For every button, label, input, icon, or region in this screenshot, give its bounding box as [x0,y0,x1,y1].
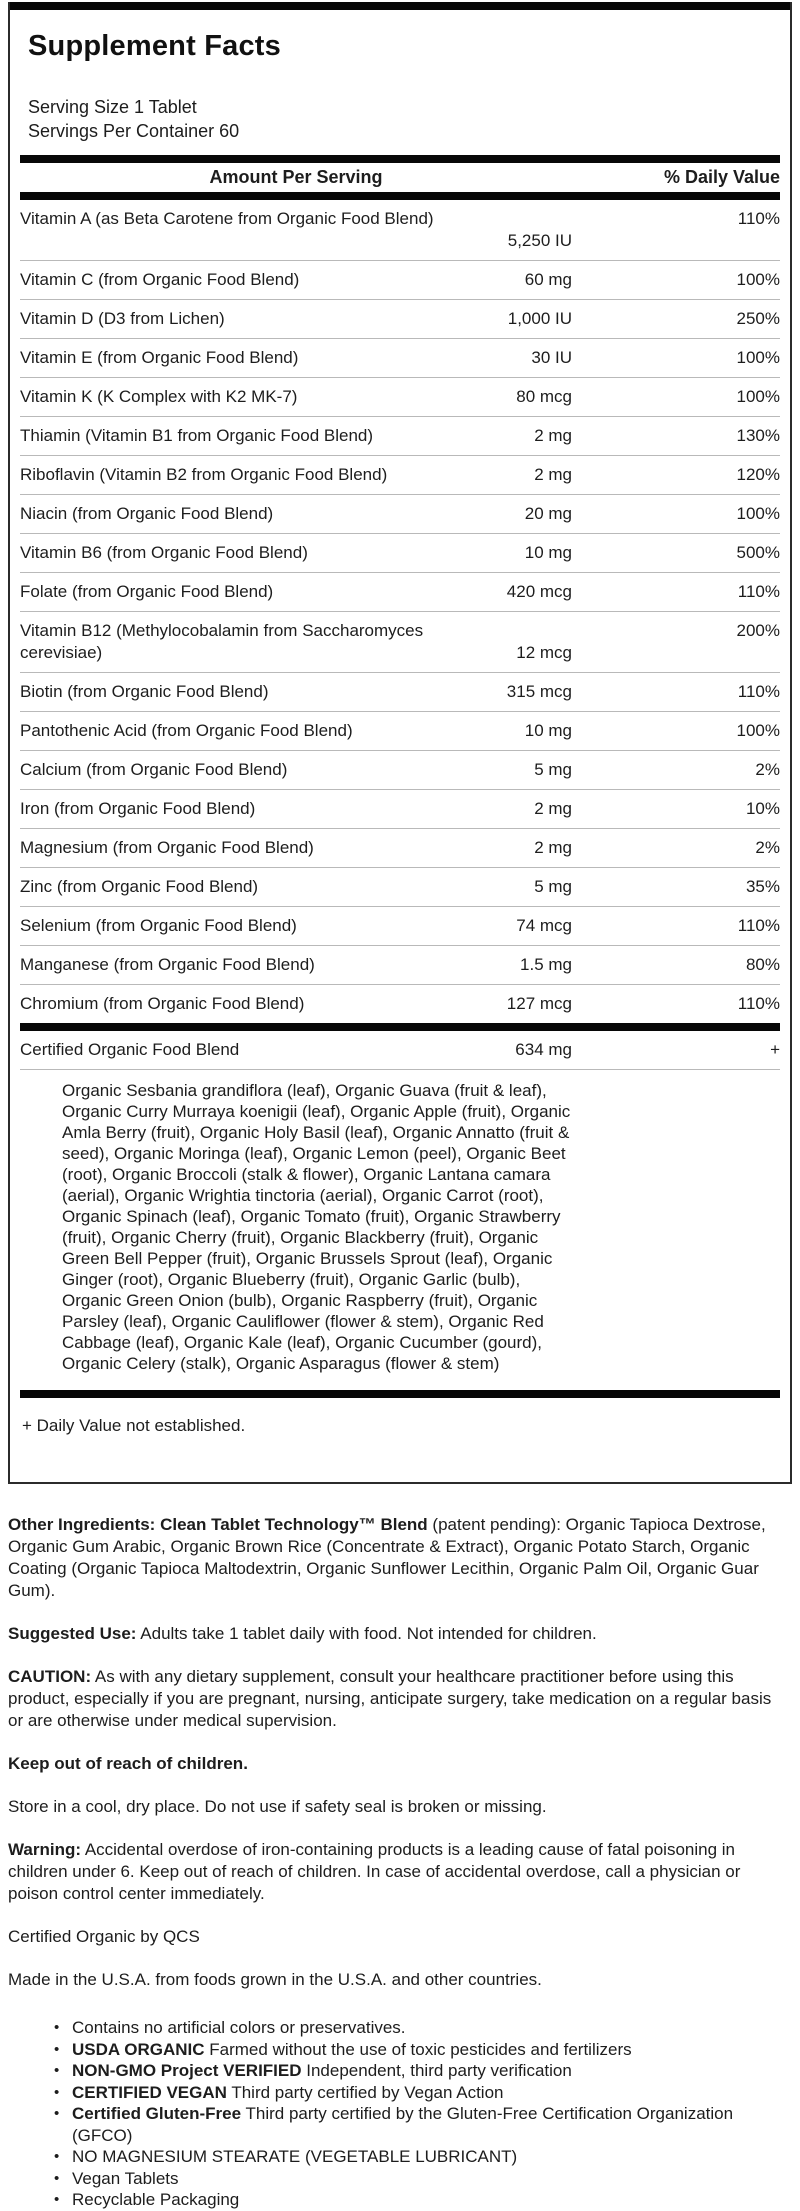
nutrient-name: Calcium (from Organic Food Blend) [20,760,288,779]
nutrient-amount: 74 mcg [516,916,572,935]
nutrient-row-line [20,200,780,230]
nutrient-amount: 5 mg [534,877,572,896]
bullet-lead-bold: CERTIFIED VEGAN [72,2082,227,2102]
nutrient-daily-value [572,230,780,252]
nutrient-row [20,984,780,1023]
nutrient-row [20,789,780,828]
thick-divider [20,1390,780,1398]
nutrient-row [20,377,780,416]
paragraph-lead-bold: CAUTION: [8,1667,92,1686]
paragraph-lead-bold: Other Ingredients: Clean Tablet Technology™ Blend [8,1515,428,1534]
nutrient-name: Biotin (from Organic Food Blend) [20,682,269,701]
nutrient-row-line [20,751,780,789]
nutrient-name: Riboflavin (Vitamin B2 from Organic Food Blend) [20,465,388,484]
nutrient-row [20,200,780,260]
nutrient-name: cerevisiae) [20,643,103,662]
nutrient-amount: 10 mg [524,543,572,562]
bullet-lead-bold: USDA ORGANIC [72,2039,205,2059]
nutrient-row [20,572,780,611]
blend-row-amount: 634 mg [515,1040,572,1059]
nutrient-amount: 60 mg [524,270,572,289]
info-paragraph [8,1753,790,1775]
nutrient-name: Vitamin B6 (from Organic Food Blend) [20,543,308,562]
panel-title: Supplement Facts [28,30,281,62]
servings-per-container-text: Servings Per Container 60 [28,121,240,141]
nutrient-amount: 30 IU [531,348,572,367]
nutrient-name: Chromium (from Organic Food Blend) [20,994,305,1013]
nutrient-amount: 80 mcg [516,387,572,406]
bullet-lead-bold: Certified Gluten-Free [72,2104,242,2123]
nutrient-amount [457,208,572,230]
thick-divider [20,1023,780,1031]
nutrient-name: Thiamin (Vitamin B1 from Organic Food Blend) [20,426,374,445]
nutrient-name: Folate (from Organic Food Blend) [20,582,274,601]
nutrient-name: Vitamin C (from Organic Food Blend) [20,270,300,289]
nutrient-row [20,455,780,494]
nutrient-row-line [20,829,780,867]
nutrient-daily-value: 500% [736,543,780,562]
panel-top-bar [10,2,790,10]
nutrient-row [20,494,780,533]
nutrient-row-line [20,339,780,377]
nutrient-daily-value: 110% [737,209,780,228]
nutrient-daily-value: 10% [745,799,780,818]
nutrient-row [20,711,780,750]
nutrient-name: Zinc (from Organic Food Blend) [20,877,259,896]
nutrient-row-line [20,612,780,642]
info-paragraph: Suggested Use: Adults take 1 tablet daily with food. Not intended for children. [8,1624,597,1643]
supplement-facts-panel [8,2,792,1484]
serving-size-text: Serving Size 1 Tablet [28,97,197,117]
nutrient-daily-value: 2% [755,838,780,857]
nutrient-row [20,338,780,377]
paragraph-lead-bold: Warning: [8,1840,82,1859]
nutrient-daily-value [572,642,780,664]
nutrient-amount: 1.5 mg [520,955,572,974]
feature-bullet: • Certified Gluten-Free Third party certified by the Gluten-Free Certification Organization (GFCO) [52,2103,790,2146]
nutrient-daily-value: 120% [736,465,780,484]
nutrient-name: Manganese (from Organic Food Blend) [20,955,315,974]
supplement-label-page [0,2,800,2209]
nutrient-row [20,906,780,945]
nutrient-row [20,945,780,984]
nutrient-row-line [20,573,780,611]
info-paragraph: Warning: Accidental overdose of iron-containing products is a leading cause of fatal poisoning in children under 6. Keep out of reach of children. In case of accidental overdose, call a physician or poison control center immediately. [8,1840,741,1903]
nutrient-row [20,260,780,299]
nutrient-daily-value: 100% [736,387,780,406]
serving-info [28,95,780,143]
nutrient-name: Iron (from Organic Food Blend) [20,799,256,818]
nutrient-row-line [20,378,780,416]
nutrient-daily-value: 80% [745,955,780,974]
nutrient-row-line [20,946,780,984]
info-paragraph: Made in the U.S.A. from foods grown in the U.S.A. and other countries. [8,1970,542,1989]
feature-bullet: • Contains no artificial colors or preservatives. [52,2017,790,2039]
nutrient-amount: 2 mg [534,426,572,445]
bullet-lead-bold: NON-GMO Project VERIFIED [72,2061,302,2080]
nutrient-name [20,230,457,252]
info-paragraph: CAUTION: As with any dietary supplement, consult your healthcare practitioner before using this product, especially if you are pregnant, nursing, anticipate surgery, take medication on a regular basis or are otherwise under medical supervision. [8,1667,772,1730]
nutrient-row-line [20,985,780,1023]
nutrient-daily-value: 250% [736,309,780,328]
feature-bullet: • CERTIFIED VEGAN Third party certified by Vegan Action [52,2082,790,2104]
nutrient-row [20,416,780,455]
nutrient-row [20,750,780,789]
nutrient-row [20,533,780,572]
nutrient-row-line [20,673,780,711]
nutrient-daily-value: 200% [736,621,780,640]
nutrient-name: Vitamin D (D3 from Lichen) [20,309,225,328]
blend-row-dv: + [770,1040,780,1059]
nutrient-row-line [20,300,780,338]
nutrient-amount: 420 mcg [506,582,572,601]
paragraph-lead-bold: Suggested Use: [8,1624,137,1643]
nutrient-row [20,672,780,711]
nutrient-row [20,867,780,906]
blend-row-name: Certified Organic Food Blend [20,1040,240,1059]
nutrient-amount: 2 mg [534,465,572,484]
nutrient-daily-value: 110% [737,994,780,1013]
feature-bullet: • Vegan Tablets [52,2168,790,2190]
nutrient-row-line [20,417,780,455]
nutrient-name: Niacin (from Organic Food Blend) [20,504,274,523]
nutrient-name: Vitamin E (from Organic Food Blend) [20,348,299,367]
nutrient-daily-value: 2% [755,760,780,779]
feature-bullet: • NO MAGNESIUM STEARATE (VEGETABLE LUBRICANT) [52,2146,790,2168]
thick-divider [20,155,780,163]
nutrient-amount: 5 mg [534,760,572,779]
nutrient-amount: 1,000 IU [507,309,572,328]
nutrient-row-line [20,907,780,945]
nutrient-name: Vitamin B12 (Methylocobalamin from Saccharomyces [20,621,424,640]
nutrient-table [20,200,780,1023]
nutrient-amount: 10 mg [524,721,572,740]
nutrient-daily-value: 100% [736,721,780,740]
nutrient-name: Pantothenic Acid (from Organic Food Blend) [20,721,353,740]
nutrient-row-line [20,495,780,533]
info-paragraph: Other Ingredients: Clean Tablet Technology™ Blend (patent pending): Organic Tapioca Dextrose, Organic Gum Arabic, Organic Brown Rice (Concentrate & Extract), Organic Potato Starch, Organic Coating (Organic Tapioca Maltodextrin, Organic Sunflower Lecithin, Organic Palm Oil, Organic Guar Gum). [8,1515,766,1600]
nutrient-row-line [20,712,780,750]
nutrient-row-line [20,456,780,494]
nutrient-row-line [20,790,780,828]
nutrient-amount: 127 mcg [506,994,572,1013]
feature-bullet: • USDA ORGANIC Farmed without the use of toxic pesticides and fertilizers [52,2039,790,2061]
nutrient-amount: 20 mg [524,504,572,523]
nutrient-row-line [20,534,780,572]
feature-bullet: • Recyclable Packaging [52,2189,790,2211]
paragraph-lead-bold: Keep out of reach of children. [8,1754,248,1773]
blend-ingredient-list: Organic Sesbania grandiflora (leaf), Organic Guava (fruit & leaf), Organic Curry Murraya koenigii (leaf), Organic Apple (fruit), Organic Amla Berry (fruit), Organic Holy Basil (leaf), Organic Annatto (fruit & seed), Organic Moringa (leaf), Organic Lemon (peel), Organic Beet (root), Organic Broccoli (stalk & flower), Organic Lantana camara (aerial), Organic Wrightia tinctoria (aerial), Organic Carrot (root), Organic Spinach (leaf), Organic Tomato (fruit), Organic Strawberry (fruit), Organic Cherry (fruit), Organic Blackberry (fruit), Organic Green Bell Pepper (fruit), Organic Brussels Sprout (leaf), Organic Ginger (root), Organic Blueberry (fruit), Organic Garlic (bulb), Organic Green Onion (bulb), Organic Raspberry (fruit), Organic Parsley (leaf), Organic Cauliflower (flower & stem), Organic Red Cabbage (leaf), Organic Kale (leaf), Organic Cucumber (gourd), Organic Celery (stalk), Organic Asparagus (flower & stem) [62,1081,571,1373]
nutrient-amount [457,620,572,642]
info-paragraph: Certified Organic by QCS [8,1927,200,1946]
blend-row [20,1031,780,1069]
nutrient-name: Magnesium (from Organic Food Blend) [20,838,314,857]
nutrient-name: Vitamin A (as Beta Carotene from Organic Food Blend) [20,209,434,228]
nutrient-daily-value: 35% [745,877,780,896]
nutrient-daily-value: 100% [736,504,780,523]
daily-value-footnote: + Daily Value not established. [22,1416,246,1435]
feature-bullet: • NON-GMO Project VERIFIED Independent, third party verification [52,2060,790,2082]
nutrient-daily-value: 110% [737,682,780,701]
nutrient-daily-value: 130% [736,426,780,445]
nutrient-row [20,299,780,338]
thick-divider [20,192,780,200]
column-header-amount: Amount Per Serving [209,167,383,187]
nutrient-row [20,611,780,672]
nutrient-daily-value: 110% [737,916,780,935]
nutrient-amount: 12 mcg [516,643,572,662]
nutrient-amount: 2 mg [534,799,572,818]
nutrient-row-line [20,868,780,906]
nutrient-amount: 5,250 IU [507,231,572,250]
nutrient-row-line [20,642,780,672]
column-header-daily-value: % Daily Value [663,167,780,187]
nutrient-row-line [20,230,780,260]
nutrient-daily-value: 110% [737,582,780,601]
info-sections [8,1514,790,1991]
nutrient-daily-value: 100% [736,270,780,289]
nutrient-row-line [20,261,780,299]
table-header-row [20,163,780,192]
nutrient-amount: 2 mg [534,838,572,857]
nutrient-row [20,828,780,867]
nutrient-amount: 315 mcg [506,682,572,701]
info-paragraph: Store in a cool, dry place. Do not use if safety seal is broken or missing. [8,1797,547,1816]
feature-bullet-list [0,2017,790,2211]
nutrient-name: Vitamin K (K Complex with K2 MK-7) [20,387,298,406]
nutrient-daily-value: 100% [736,348,780,367]
nutrient-name: Selenium (from Organic Food Blend) [20,916,297,935]
